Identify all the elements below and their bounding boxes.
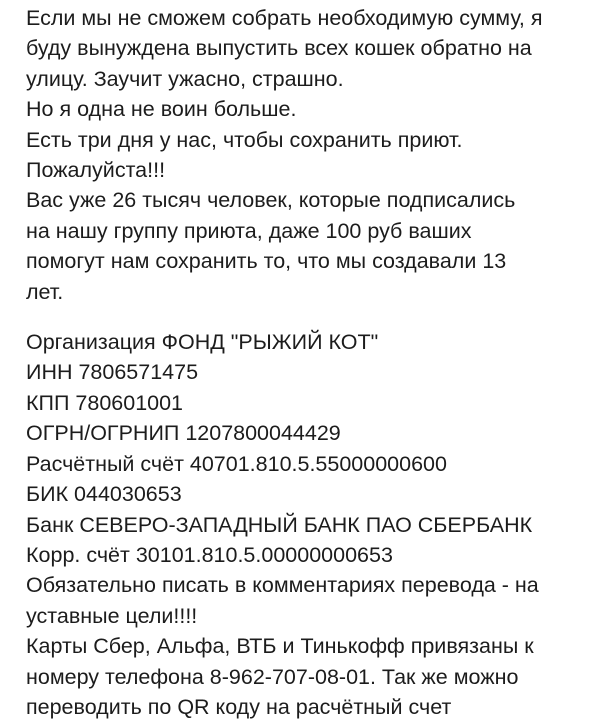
ogrn-line: ОГРН/ОГРНИП 1207800044429 xyxy=(26,421,341,446)
text-line: Но я одна не воин больше. xyxy=(26,97,297,122)
message-text xyxy=(26,0,596,722)
text-line: помогут нам сохранить то, что мы создавали 13 xyxy=(26,249,507,274)
corr-account-line: Корр. счёт 30101.810.5.00000000653 xyxy=(26,542,393,567)
text-line: улицу. Заучит ужасно, страшно. xyxy=(26,66,344,91)
bank-line: Банк СЕВЕРО-ЗАПАДНЫЙ БАНК ПАО СБЕРБАНК xyxy=(26,512,533,537)
text-line: переводить по QR коду на расчётный счет xyxy=(26,694,452,719)
bik-line: БИК 044030653 xyxy=(26,482,182,507)
paragraph-spacer xyxy=(26,307,596,327)
text-line: Если мы не сможем собрать необходимую сумму, я xyxy=(26,6,543,30)
inn-line: ИНН 7806571475 xyxy=(26,360,199,385)
text-line: Пожалуйста!!! xyxy=(26,158,166,183)
organization-line: Организация ФОНД "РЫЖИЙ КОТ" xyxy=(26,330,379,355)
phone-line: номеру телефона 8-962-707-08-01. Так же можно xyxy=(26,664,519,689)
appeal-paragraph xyxy=(26,0,596,307)
text-line: буду вынуждена выпустить всех кошек обратно на xyxy=(26,36,532,61)
account-line: Расчётный счёт 40701.810.5.55000000600 xyxy=(26,451,447,476)
text-line: Обязательно писать в комментариях перевода - на xyxy=(26,573,539,598)
kpp-line: КПП 780601001 xyxy=(26,390,184,415)
text-line: Карты Сбер, Альфа, ВТБ и Тинькофф привязаны к xyxy=(26,634,534,659)
text-line: Есть три дня у нас, чтобы сохранить приют. xyxy=(26,127,463,152)
text-line: лет. xyxy=(26,279,64,304)
text-line: уставные цели!!!! xyxy=(26,603,198,628)
text-line: Вас уже 26 тысяч человек, которые подписались xyxy=(26,188,516,213)
requisites-paragraph xyxy=(26,327,596,722)
text-line: на нашу группу приюта, даже 100 руб ваших xyxy=(26,218,472,243)
